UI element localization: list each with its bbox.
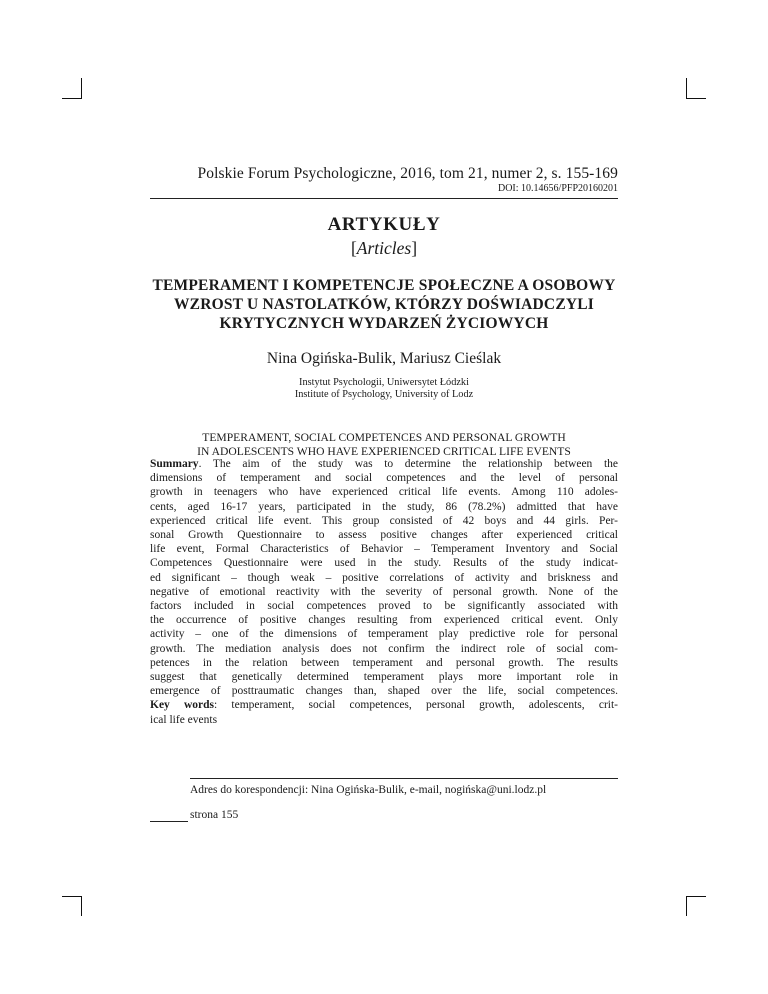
abstract-line: activity – one of the dimensions of temperament play predictive role for personal bbox=[150, 628, 618, 641]
abstract-line: growth in teenagers who have experienced critical life events. Among 110 adoles- bbox=[150, 486, 618, 499]
crop-mark bbox=[62, 98, 82, 99]
crop-mark bbox=[686, 896, 687, 916]
section-subtitle bbox=[150, 238, 618, 259]
abstract-line: dimensions of temperament and social competences and the level of personal bbox=[150, 472, 618, 485]
abstract-line: suggest that genetically determined temperament plays more important role in bbox=[150, 671, 618, 684]
affiliation bbox=[150, 377, 618, 401]
journal-citation: Polskie Forum Psychologiczne, 2016, tom 21, numer 2, s. 155-169 bbox=[197, 165, 618, 182]
page-number-rule bbox=[150, 821, 188, 822]
crop-mark bbox=[62, 896, 82, 897]
section-title: ARTYKUŁY bbox=[327, 214, 441, 235]
section-subtitle-text: Articles bbox=[356, 238, 412, 258]
affiliation-pl: Instytut Psychologii, Uniwersytet Łódzki bbox=[299, 377, 469, 388]
abstract-line: experienced critical life event. This group consisted of 42 boys and 44 girls. Per- bbox=[150, 514, 618, 527]
abstract bbox=[150, 457, 618, 727]
authors: Nina Ogińska-Bulik, Mariusz Cieślak bbox=[266, 350, 502, 367]
abstract-line: emergence of posttraumatic changes than, shaped over the life, social competences. bbox=[150, 685, 618, 698]
abstract-line: negative of emotional reactivity with the severity of personal growth. None of the bbox=[150, 585, 618, 598]
header-rule bbox=[150, 198, 618, 199]
crop-mark bbox=[81, 896, 82, 916]
abstract-line: sonal Growth Questionnaire to assess positive changes after experienced critical bbox=[150, 529, 618, 542]
english-title-line: IN ADOLESCENTS WHO HAVE EXPERIENCED CRITICAL LIFE EVENTS bbox=[197, 445, 571, 458]
english-title bbox=[150, 431, 618, 459]
article-title-line: KRYTYCZNYCH WYDARZEŃ ŻYCIOWYCH bbox=[219, 315, 549, 332]
article-title-line: TEMPERAMENT I KOMPETENCJE SPOŁECZNE A OSOBOWY bbox=[152, 277, 616, 294]
page-number: strona 155 bbox=[190, 809, 239, 821]
affiliation-en: Institute of Psychology, University of Lodz bbox=[294, 389, 474, 400]
crop-mark bbox=[686, 98, 706, 99]
abstract-line: factors included in social competences proved to be significantly associated with bbox=[150, 600, 618, 613]
crop-mark bbox=[686, 896, 706, 897]
english-title-line: TEMPERAMENT, SOCIAL COMPETENCES AND PERSONAL GROWTH bbox=[202, 431, 566, 444]
abstract-line: petences in the relation between temperament and personal growth. The results bbox=[150, 656, 618, 669]
crop-mark bbox=[81, 78, 82, 98]
abstract-line: life event, Formal Characteristics of Behavior – Temperament Inventory and Social bbox=[150, 543, 618, 556]
summary-label: Summary bbox=[150, 458, 199, 470]
keywords-label: Key words bbox=[150, 699, 215, 712]
abstract-line: the occurrence of positive changes resulting from experienced critical event. Only bbox=[150, 614, 618, 627]
abstract-line: Competences Questionnaire were used in the study. Results of the study indicat- bbox=[150, 557, 618, 570]
article-title bbox=[150, 276, 618, 333]
keywords-line: Key words: temperament, social competences, personal growth, adolescents, crit- bbox=[150, 699, 618, 712]
crop-mark bbox=[686, 78, 687, 98]
correspondence-note: Adres do korespondencji: Nina Ogińska-Bulik, e-mail, nogińska@uni.lodz.pl bbox=[190, 784, 547, 796]
abstract-line: growth. The mediation analysis does not confirm the indirect role of social com- bbox=[150, 642, 618, 655]
doi-link[interactable]: DOI: 10.14656/PFP20160201 bbox=[497, 183, 618, 194]
abstract-line: cents, aged 16-17 years, participated in the study, 86 (78.2%) admitted that have bbox=[150, 500, 618, 513]
article-title-line: WZROST U NASTOLATKÓW, KTÓRZY DOŚWIADCZYLI bbox=[173, 296, 595, 313]
abstract-line: Summary. The aim of the study was to determine the relationship between the bbox=[150, 458, 618, 470]
abstract-line: ed significant – though weak – positive correlations of activity and briskness and bbox=[150, 571, 618, 584]
bracket-close: ] bbox=[411, 238, 418, 258]
keywords-line: ical life events bbox=[150, 713, 218, 726]
bracket-open: [ bbox=[350, 238, 357, 258]
footnote-rule bbox=[190, 778, 618, 779]
